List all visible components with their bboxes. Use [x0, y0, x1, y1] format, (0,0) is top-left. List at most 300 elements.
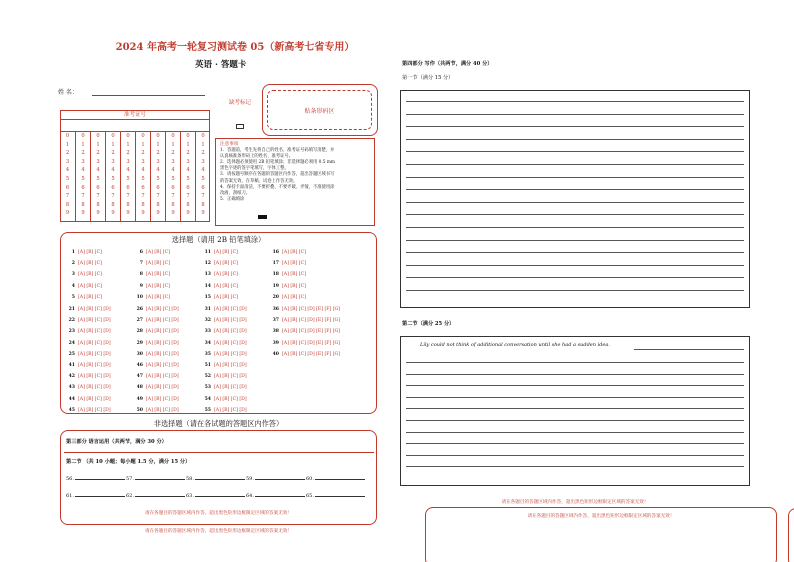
- digit-bubble[interactable]: 0: [96, 133, 100, 139]
- question-bubble-row[interactable]: [272, 329, 340, 334]
- answer-options[interactable]: [A] [B] [C] [D]: [146, 351, 179, 357]
- writing-warning: 请在各题目的答题区域内作答，超出黑色矩形边框限定区域的答案无效！: [501, 500, 649, 505]
- answer-options[interactable]: [A] [B] [C] [D]: [214, 363, 247, 368]
- writing-section2-box[interactable]: [400, 336, 750, 486]
- question-bubble-row[interactable]: [204, 261, 238, 266]
- digit-bubble[interactable]: 8: [111, 201, 115, 208]
- digit-bubble[interactable]: 5: [171, 175, 175, 182]
- question-bubble-row[interactable]: [204, 397, 247, 402]
- answer-options[interactable]: [A] [B] [C] [D]: [146, 407, 179, 413]
- fill-blank-line[interactable]: [135, 479, 185, 480]
- digit-bubble[interactable]: 1: [81, 141, 85, 148]
- digit-bubble[interactable]: 7: [141, 193, 145, 200]
- question-bubble-row[interactable]: [204, 385, 247, 390]
- question-bubble-row[interactable]: [204, 408, 247, 413]
- digit-bubble[interactable]: 4: [126, 167, 130, 174]
- question-bubble-row[interactable]: [68, 329, 111, 334]
- question-bubble-row[interactable]: [68, 352, 111, 357]
- question-number: 51: [204, 363, 211, 368]
- digit-bubble[interactable]: 8: [156, 201, 160, 208]
- answer-options[interactable]: [A] [B] [C]: [214, 294, 238, 300]
- question-bubble-row[interactable]: [204, 250, 238, 255]
- question-bubble-row[interactable]: [204, 284, 238, 289]
- writing-line[interactable]: [406, 397, 744, 398]
- missing-exam-checkbox[interactable]: [236, 124, 244, 129]
- question-number: 12: [204, 261, 211, 267]
- answer-options[interactable]: [A] [B] [C] [D]: [78, 363, 111, 368]
- question-number: 2: [71, 261, 75, 267]
- answer-options[interactable]: [A] [B] [C] [D]: [214, 407, 247, 413]
- digit-bubble[interactable]: 7: [201, 193, 205, 200]
- question-number: 35: [204, 351, 211, 357]
- answer-options[interactable]: [A] [B] [C] [D]: [214, 374, 247, 380]
- digit-bubble[interactable]: 5: [111, 175, 115, 182]
- digit-bubble[interactable]: 9: [81, 210, 85, 217]
- fill-blank-line[interactable]: [315, 479, 365, 480]
- digit-bubble[interactable]: 4: [201, 167, 205, 174]
- digit-bubble[interactable]: 1: [156, 141, 160, 148]
- question-bubble-row[interactable]: [68, 341, 111, 346]
- digit-bubble[interactable]: 0: [111, 133, 115, 139]
- question-number: 45: [68, 407, 75, 413]
- digit-bubble[interactable]: 9: [111, 210, 115, 217]
- question-number: 39: [272, 340, 279, 346]
- answer-options[interactable]: [A] [B] [C] [D] [E] [F] [G]: [282, 351, 340, 357]
- part3-title: 第三部分 语言运用（共两节，满分 30 分）: [66, 439, 167, 445]
- name-field[interactable]: [92, 95, 205, 96]
- question-bubble-row[interactable]: [136, 272, 170, 277]
- writing-line[interactable]: [406, 164, 744, 165]
- writing-line[interactable]: [406, 151, 744, 152]
- question-bubble-row[interactable]: [136, 352, 179, 357]
- digit-bubble[interactable]: 5: [81, 175, 85, 182]
- question-bubble-row[interactable]: [272, 284, 306, 289]
- digit-bubble[interactable]: 6: [171, 184, 175, 191]
- answer-options[interactable]: [A] [B] [C]: [78, 272, 102, 278]
- answer-options[interactable]: [A] [B] [C] [D]: [78, 396, 111, 402]
- question-bubble-row[interactable]: [136, 261, 170, 266]
- answer-options[interactable]: [A] [B] [C]: [282, 294, 306, 300]
- writing-line[interactable]: [406, 126, 744, 127]
- barcode-area: 贴条形码区: [267, 90, 372, 130]
- digit-bubble[interactable]: 8: [81, 201, 85, 208]
- digit-bubble[interactable]: 5: [156, 175, 160, 182]
- fill-blank-line[interactable]: [195, 496, 245, 497]
- digit-bubble[interactable]: 1: [111, 141, 115, 148]
- question-bubble-row[interactable]: [204, 295, 238, 300]
- question-bubble-row[interactable]: [272, 341, 340, 346]
- answer-options[interactable]: [A] [B] [C] [D]: [78, 340, 111, 346]
- answer-options[interactable]: [A] [B] [C] [D]: [214, 385, 247, 391]
- digit-bubble[interactable]: 6: [96, 184, 100, 191]
- writing-line[interactable]: [406, 227, 744, 228]
- answer-options[interactable]: [A] [B] [C] [D]: [146, 307, 179, 312]
- question-bubble-row[interactable]: [136, 385, 179, 390]
- question-bubble-row[interactable]: [136, 318, 179, 323]
- digit-bubble[interactable]: 6: [186, 184, 190, 191]
- fill-blank[interactable]: [126, 476, 185, 482]
- digit-bubble[interactable]: 2: [156, 150, 160, 157]
- writing-line[interactable]: [406, 214, 744, 215]
- question-bubble-row[interactable]: [68, 250, 102, 255]
- question-bubble-row[interactable]: [136, 374, 179, 379]
- question-bubble-row[interactable]: [136, 408, 179, 413]
- fill-blank-number: 56.: [66, 476, 74, 482]
- answer-options[interactable]: [A] [B] [C] [D]: [214, 351, 247, 357]
- digit-bubble[interactable]: 1: [65, 141, 70, 148]
- question-bubble-row[interactable]: [204, 341, 247, 346]
- digit-bubble[interactable]: 5: [201, 175, 205, 182]
- answer-options[interactable]: [A] [B] [C] [D]: [78, 351, 111, 357]
- answer-options[interactable]: [A] [B] [C] [D]: [214, 307, 247, 312]
- digit-bubble[interactable]: 8: [201, 201, 205, 208]
- answer-options[interactable]: [A] [B] [C]: [282, 261, 306, 267]
- admission-digit-column: [150, 132, 165, 222]
- answer-options[interactable]: [A] [B] [C]: [214, 272, 238, 278]
- admission-digit-column: [75, 132, 90, 222]
- answer-options[interactable]: [A] [B] [C] [D]: [214, 318, 247, 324]
- fill-blank-line[interactable]: [195, 479, 245, 480]
- digit-bubble[interactable]: 7: [81, 193, 85, 200]
- digit-bubble[interactable]: 2: [65, 150, 70, 157]
- fill-blank[interactable]: [246, 476, 305, 482]
- fill-blank[interactable]: [66, 493, 125, 499]
- answer-options[interactable]: [A] [B] [C]: [214, 283, 238, 289]
- digit-bubble[interactable]: 3: [141, 158, 145, 165]
- question-bubble-row[interactable]: [68, 272, 102, 277]
- writing-line[interactable]: [406, 202, 744, 203]
- answer-options[interactable]: [A] [B] [C] [D]: [146, 340, 179, 346]
- digit-bubble[interactable]: 5: [65, 175, 70, 182]
- digit-bubble[interactable]: 7: [65, 193, 70, 200]
- answer-options[interactable]: [A] [B] [C] [D]: [78, 329, 111, 335]
- writing-line[interactable]: [406, 374, 744, 375]
- question-bubble-row[interactable]: [204, 363, 247, 368]
- digit-bubble[interactable]: 3: [65, 158, 70, 165]
- bottom-frame-warning: 请在各题目的答题区域内作答，超出黑色矩形边框限定区域的答案无效！: [527, 514, 675, 519]
- digit-bubble[interactable]: 3: [111, 158, 115, 165]
- answer-options[interactable]: [A] [B] [C] [D] [E] [F] [G]: [282, 318, 340, 324]
- digit-bubble[interactable]: 2: [201, 150, 205, 157]
- question-number: 19: [272, 283, 279, 289]
- answer-options[interactable]: [A] [B] [C] [D] [E] [F] [G]: [282, 329, 340, 335]
- digit-bubble[interactable]: 0: [201, 133, 205, 139]
- answer-options[interactable]: [A] [B] [C] [D]: [78, 307, 111, 312]
- answer-options[interactable]: [A] [B] [C] [D]: [146, 318, 179, 324]
- digit-bubble[interactable]: 4: [65, 167, 70, 174]
- question-bubble-row[interactable]: [136, 363, 179, 368]
- question-bubble-row[interactable]: [68, 385, 111, 390]
- digit-bubble[interactable]: 5: [96, 175, 100, 182]
- question-bubble-row[interactable]: [204, 272, 238, 277]
- digit-bubble[interactable]: 4: [81, 167, 85, 174]
- question-bubble-row[interactable]: [204, 352, 247, 357]
- digit-bubble[interactable]: 9: [171, 210, 175, 217]
- fill-blank-line[interactable]: [255, 479, 305, 480]
- fill-blank-line[interactable]: [255, 496, 305, 497]
- answer-options[interactable]: [A] [B] [C] [D]: [146, 396, 179, 402]
- digit-bubble[interactable]: 7: [156, 193, 160, 200]
- question-number: 37: [272, 318, 279, 324]
- question-bubble-row[interactable]: [136, 295, 170, 300]
- answer-options[interactable]: [A] [B] [C]: [146, 261, 170, 267]
- fill-blank-line[interactable]: [75, 496, 125, 497]
- digit-bubble[interactable]: 2: [81, 150, 85, 157]
- question-bubble-row[interactable]: [204, 307, 247, 312]
- fill-blank[interactable]: [186, 476, 245, 482]
- question-bubble-row[interactable]: [136, 250, 170, 255]
- writing-line[interactable]: [406, 277, 744, 278]
- writing-line[interactable]: [406, 290, 744, 291]
- digit-bubble[interactable]: 3: [126, 158, 130, 165]
- admission-write-row[interactable]: [60, 120, 210, 132]
- fill-blank-number: 63.: [186, 493, 194, 499]
- digit-bubble[interactable]: 2: [186, 150, 190, 157]
- digit-bubble[interactable]: 3: [171, 158, 175, 165]
- question-number: 33: [204, 329, 211, 335]
- writing-line[interactable]: [406, 455, 744, 456]
- digit-bubble[interactable]: 0: [186, 133, 190, 139]
- question-number: 11: [204, 250, 211, 255]
- answer-options[interactable]: [A] [B] [C]: [146, 272, 170, 278]
- question-number: 52: [204, 374, 211, 380]
- answer-options[interactable]: [A] [B] [C] [D]: [146, 329, 179, 335]
- writing-line[interactable]: [406, 114, 744, 115]
- writing-line[interactable]: [406, 189, 744, 190]
- question-bubble-row[interactable]: [272, 250, 306, 255]
- digit-bubble[interactable]: 7: [126, 193, 130, 200]
- part3-section2-title: 第二节 （共 10 小题；每小题 1.5 分，满分 15 分）: [66, 459, 191, 465]
- digit-bubble[interactable]: 8: [141, 201, 145, 208]
- question-number: 21: [68, 307, 75, 312]
- digit-bubble[interactable]: 3: [201, 158, 205, 165]
- writing-line[interactable]: [406, 466, 744, 467]
- question-bubble-row[interactable]: [136, 329, 179, 334]
- fill-blank[interactable]: [126, 493, 185, 499]
- digit-bubble[interactable]: 1: [96, 141, 100, 148]
- question-bubble-row[interactable]: [68, 261, 102, 266]
- digit-bubble[interactable]: 4: [111, 167, 115, 174]
- fill-blank-line[interactable]: [75, 479, 125, 480]
- digit-bubble[interactable]: 6: [156, 184, 160, 191]
- answer-options[interactable]: [A] [B] [C]: [282, 283, 306, 289]
- digit-bubble[interactable]: 0: [81, 133, 85, 139]
- answer-options[interactable]: [A] [B] [C]: [78, 250, 102, 255]
- question-bubble-row[interactable]: [68, 363, 111, 368]
- fill-blank-number: 65.: [306, 493, 314, 499]
- question-bubble-row[interactable]: [204, 329, 247, 334]
- writing-line[interactable]: [406, 252, 744, 253]
- digit-bubble[interactable]: 0: [65, 133, 70, 139]
- answer-options[interactable]: [A] [B] [C]: [146, 283, 170, 289]
- fill-blank-number: 64.: [246, 493, 254, 499]
- digit-bubble[interactable]: 3: [96, 158, 100, 165]
- subject-title: 英语 · 答题卡: [195, 60, 247, 70]
- digit-bubble[interactable]: 1: [126, 141, 130, 148]
- digit-bubble[interactable]: 4: [186, 167, 190, 174]
- digit-bubble[interactable]: 3: [81, 158, 85, 165]
- answer-options[interactable]: [A] [B] [C]: [146, 294, 170, 300]
- question-number: 28: [136, 329, 143, 335]
- writing-line[interactable]: [406, 362, 744, 363]
- question-number: 31: [204, 307, 211, 312]
- digit-bubble[interactable]: 2: [111, 150, 115, 157]
- digit-bubble[interactable]: 6: [126, 184, 130, 191]
- writing-line[interactable]: [406, 177, 744, 178]
- notes-heading: 注意事项: [220, 142, 239, 147]
- digit-bubble[interactable]: 2: [126, 150, 130, 157]
- answer-options[interactable]: [A] [B] [C]: [146, 250, 170, 255]
- digit-bubble[interactable]: 5: [141, 175, 145, 182]
- digit-bubble[interactable]: 3: [156, 158, 160, 165]
- digit-bubble[interactable]: 9: [156, 210, 160, 217]
- question-bubble-row[interactable]: [68, 374, 111, 379]
- writing-line[interactable]: [406, 443, 744, 444]
- question-bubble-row[interactable]: [68, 408, 111, 413]
- digit-bubble[interactable]: 2: [141, 150, 145, 157]
- writing-line[interactable]: [406, 420, 744, 421]
- writing-line[interactable]: [406, 385, 744, 386]
- answer-options[interactable]: [A] [B] [C]: [282, 272, 306, 278]
- digit-bubble[interactable]: 9: [65, 210, 70, 217]
- writing-line[interactable]: [406, 139, 744, 140]
- digit-bubble[interactable]: 6: [81, 184, 85, 191]
- left-footer-warning: 请在各题目的答题区域内作答，超出黑色矩形边框限定区域的答案无效！: [144, 529, 292, 534]
- digit-bubble[interactable]: 0: [156, 133, 160, 139]
- digit-bubble[interactable]: 8: [126, 201, 130, 208]
- question-bubble-row[interactable]: [272, 295, 306, 300]
- digit-bubble[interactable]: 8: [171, 201, 175, 208]
- digit-bubble[interactable]: 7: [186, 193, 190, 200]
- digit-bubble[interactable]: 7: [111, 193, 115, 200]
- digit-bubble[interactable]: 7: [171, 193, 175, 200]
- answer-options[interactable]: [A] [B] [C] [D]: [214, 329, 247, 335]
- question-bubble-row[interactable]: [68, 307, 111, 312]
- fill-blank[interactable]: [246, 493, 305, 499]
- fill-blank-line[interactable]: [135, 496, 185, 497]
- question-bubble-row[interactable]: [272, 318, 340, 323]
- question-bubble-row[interactable]: [272, 307, 340, 312]
- digit-bubble[interactable]: 2: [171, 150, 175, 157]
- fill-blank[interactable]: [306, 493, 365, 499]
- admission-number-label: 准考证号: [60, 110, 210, 120]
- question-bubble-row[interactable]: [136, 284, 170, 289]
- answer-options[interactable]: [A] [B] [C] [D]: [78, 407, 111, 413]
- part3-divider: [64, 452, 374, 453]
- question-bubble-row[interactable]: [272, 261, 306, 266]
- digit-bubble[interactable]: 5: [126, 175, 130, 182]
- digit-bubble[interactable]: 8: [186, 201, 190, 208]
- digit-bubble[interactable]: 2: [96, 150, 100, 157]
- writing-section1-box[interactable]: [400, 90, 750, 308]
- question-bubble-row[interactable]: [68, 318, 111, 323]
- notes-line: 的答案无效，在草稿、试卷上作答无效。: [220, 178, 298, 184]
- answer-options[interactable]: [A] [B] [C]: [78, 283, 102, 289]
- fill-blank[interactable]: [306, 476, 365, 482]
- question-bubble-row[interactable]: [272, 272, 306, 277]
- question-bubble-row[interactable]: [272, 352, 340, 357]
- digit-bubble[interactable]: 1: [186, 141, 190, 148]
- digit-bubble[interactable]: 9: [96, 210, 100, 217]
- digit-bubble[interactable]: 1: [141, 141, 145, 148]
- digit-bubble[interactable]: 0: [126, 133, 130, 139]
- writing-section2-title: 第二节（满分 25 分）: [402, 321, 455, 327]
- answer-options[interactable]: [A] [B] [C]: [214, 261, 238, 267]
- digit-bubble[interactable]: 6: [111, 184, 115, 191]
- answer-options[interactable]: [A] [B] [C] [D] [E] [F] [G]: [282, 340, 340, 346]
- writing-line[interactable]: [406, 101, 744, 102]
- digit-bubble[interactable]: 8: [96, 201, 100, 208]
- question-number: 20: [272, 294, 279, 300]
- question-number: 32: [204, 318, 211, 324]
- digit-bubble[interactable]: 1: [171, 141, 175, 148]
- digit-bubble[interactable]: 4: [96, 167, 100, 174]
- question-bubble-row[interactable]: [136, 307, 179, 312]
- digit-bubble[interactable]: 6: [65, 184, 70, 191]
- question-bubble-row[interactable]: [68, 284, 102, 289]
- digit-bubble[interactable]: 9: [186, 210, 190, 217]
- writing-line[interactable]: [406, 432, 744, 433]
- notes-box: [215, 138, 375, 226]
- question-bubble-row[interactable]: [136, 397, 179, 402]
- answer-options[interactable]: [A] [B] [C] [D]: [78, 318, 111, 324]
- digit-bubble[interactable]: 6: [141, 184, 145, 191]
- answer-options[interactable]: [A] [B] [C] [D]: [146, 385, 179, 391]
- answer-options[interactable]: [A] [B] [C]: [78, 261, 102, 267]
- prompt-line: [634, 349, 744, 350]
- answer-options[interactable]: [A] [B] [C]: [78, 294, 102, 300]
- answer-options[interactable]: [A] [B] [C] [D]: [78, 374, 111, 380]
- digit-bubble[interactable]: 3: [186, 158, 190, 165]
- digit-bubble[interactable]: 6: [201, 184, 205, 191]
- answer-options[interactable]: [A] [B] [C] [D]: [214, 396, 247, 402]
- nonchoice-warning: 请在各题目的答题区域内作答，超出黑色矩形边框限定区域的答案无效！: [144, 511, 292, 516]
- digit-bubble[interactable]: 4: [171, 167, 175, 174]
- digit-bubble[interactable]: 4: [141, 167, 145, 174]
- digit-bubble[interactable]: 5: [186, 175, 190, 182]
- writing-line[interactable]: [406, 265, 744, 266]
- digit-bubble[interactable]: 0: [171, 133, 175, 139]
- digit-bubble[interactable]: 8: [65, 201, 70, 208]
- fill-blank[interactable]: [66, 476, 125, 482]
- question-number: 13: [204, 272, 211, 278]
- writing-line[interactable]: [406, 240, 744, 241]
- digit-bubble[interactable]: 4: [156, 167, 160, 174]
- answer-options[interactable]: [A] [B] [C] [D]: [78, 385, 111, 391]
- answer-options[interactable]: [A] [B] [C] [D] [E] [F] [G]: [282, 307, 340, 312]
- question-bubble-row[interactable]: [68, 397, 111, 402]
- answer-options[interactable]: [A] [B] [C]: [282, 250, 306, 255]
- question-bubble-row[interactable]: [136, 341, 179, 346]
- answer-options[interactable]: [A] [B] [C] [D]: [146, 374, 179, 380]
- digit-bubble[interactable]: 9: [201, 210, 205, 217]
- fill-blank[interactable]: [186, 493, 245, 499]
- question-bubble-row[interactable]: [68, 295, 102, 300]
- fill-blank-line[interactable]: [315, 496, 365, 497]
- answer-options[interactable]: [A] [B] [C]: [214, 250, 238, 255]
- digit-bubble[interactable]: 1: [201, 141, 205, 148]
- digit-bubble[interactable]: 9: [126, 210, 130, 217]
- digit-bubble[interactable]: 7: [96, 193, 100, 200]
- digit-bubble[interactable]: 0: [141, 133, 145, 139]
- question-bubble-row[interactable]: [204, 374, 247, 379]
- writing-line[interactable]: [406, 408, 744, 409]
- question-number: 38: [272, 329, 279, 335]
- question-bubble-row[interactable]: [204, 318, 247, 323]
- digit-bubble[interactable]: 9: [141, 210, 145, 217]
- answer-options[interactable]: [A] [B] [C] [D]: [214, 340, 247, 346]
- answer-options[interactable]: [A] [B] [C] [D]: [146, 363, 179, 368]
